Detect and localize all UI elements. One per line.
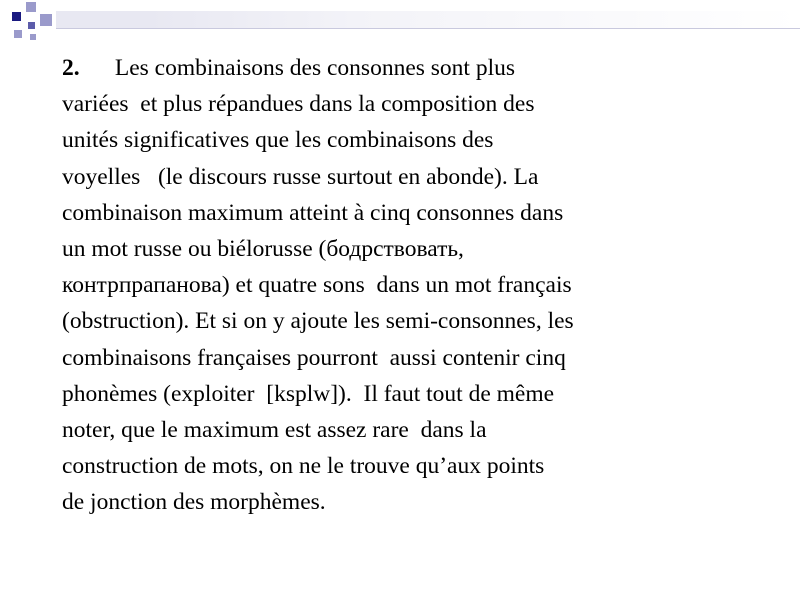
text-line: de jonction des morphèmes.	[62, 489, 326, 516]
deco-square-light	[14, 30, 22, 38]
deco-square-dark	[12, 12, 21, 21]
text-line: voyelles (le discours russe surtout en abonde). La	[62, 163, 539, 190]
deco-square-light	[40, 14, 52, 26]
text-line-content: Les combinaisons des consonnes sont plus	[114, 55, 515, 81]
deco-square-light	[30, 34, 36, 40]
text-line: phonèmes (exploiter [ksplw]). Il faut tout de même	[62, 380, 555, 407]
text-line: combinaisons françaises pourront aussi contenir cinq	[62, 344, 566, 371]
text-line: un mot russe ou biélorusse (бодрствовать,	[62, 236, 464, 263]
text-line: construction de mots, on ne le trouve qu’aux points	[62, 453, 545, 480]
header-strip	[56, 11, 800, 29]
item-number: 2.	[62, 55, 80, 81]
slide-body-text	[62, 50, 742, 521]
text-line: unités significatives que les combinaisons des	[62, 127, 494, 154]
text-line	[62, 50, 742, 86]
header-rule	[56, 28, 800, 29]
text-line: контрпрапанова) et quatre sons dans un mot français	[62, 272, 572, 299]
text-line: (obstruction). Et si on y ajoute les semi-consonnes, les	[62, 308, 574, 335]
text-line: combinaison maximum atteint à cinq consonnes dans	[62, 199, 564, 226]
deco-square-light	[26, 2, 36, 12]
text-line: noter, que le maximum est assez rare dans la	[62, 417, 487, 444]
deco-square-mid	[28, 22, 35, 29]
text-line: variées et plus répandues dans la composition des	[62, 91, 535, 118]
